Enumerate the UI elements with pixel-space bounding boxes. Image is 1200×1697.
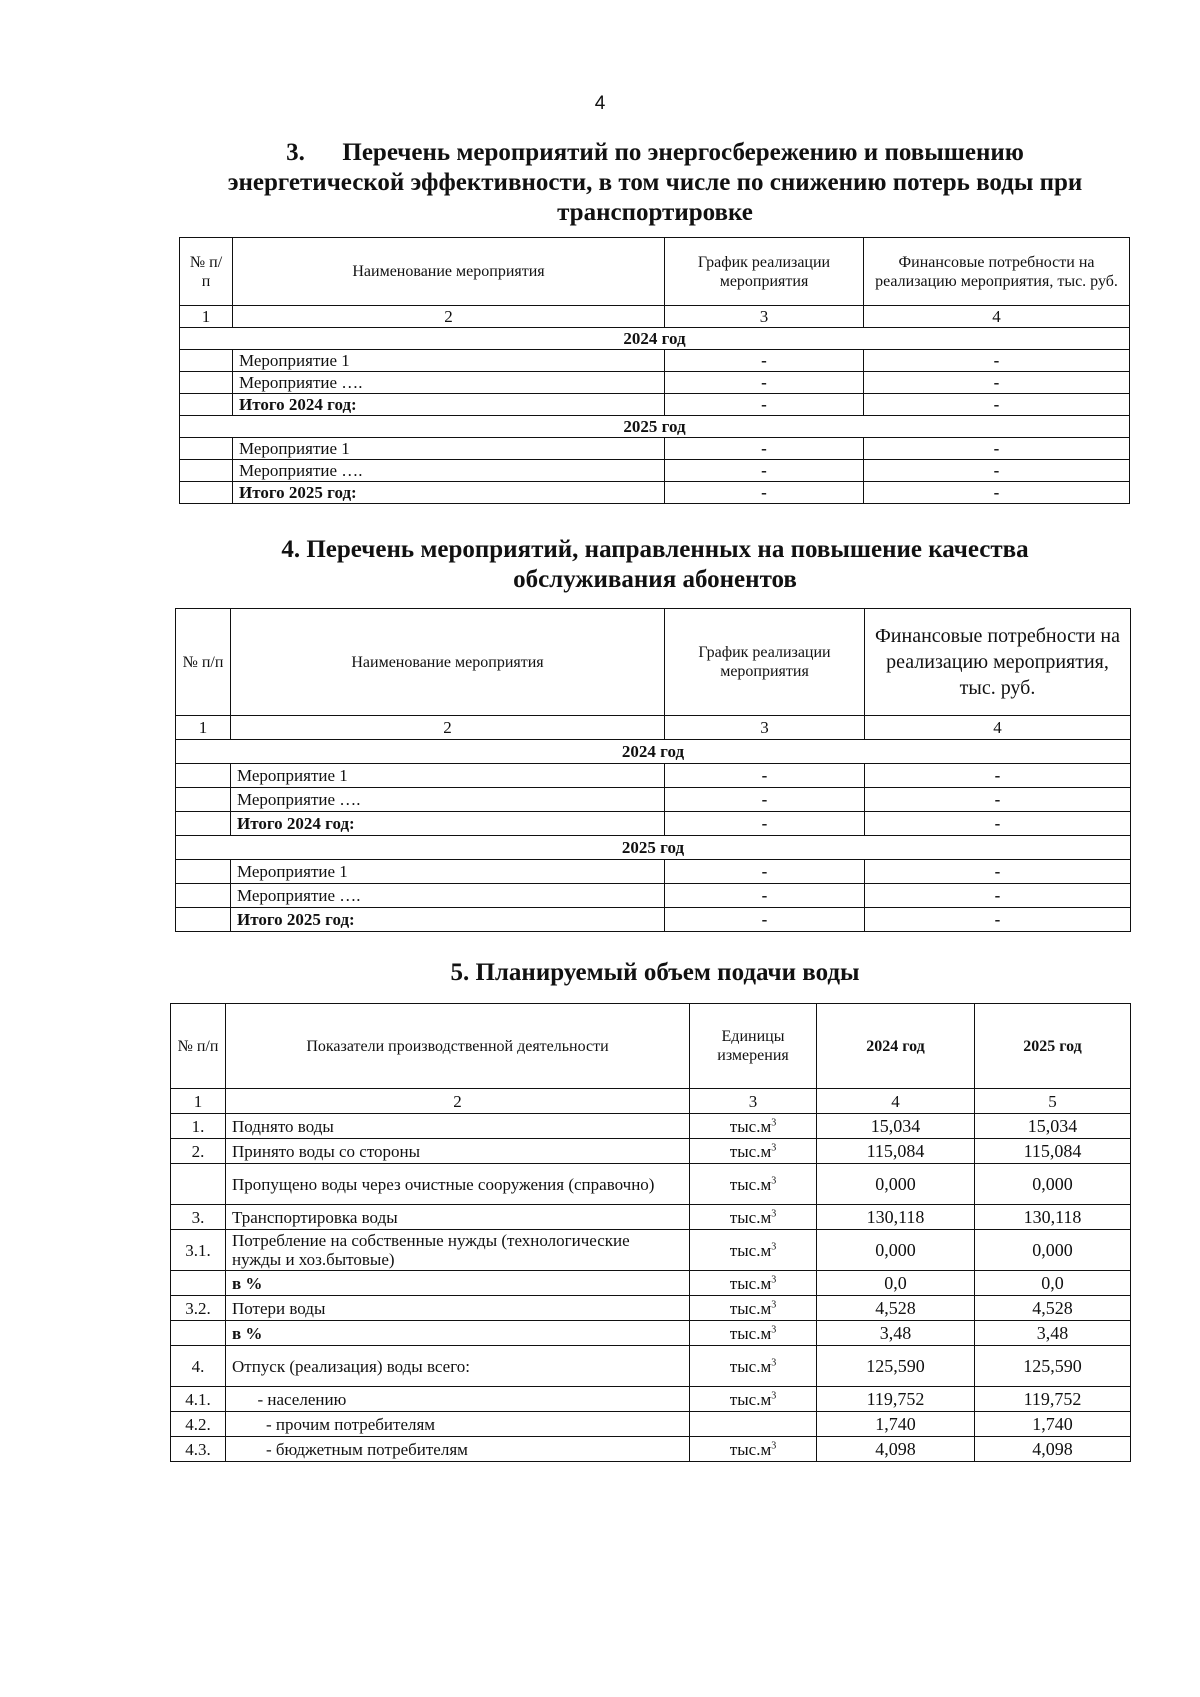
activity-finance: -: [864, 350, 1130, 372]
activity-name: Мероприятие 1: [231, 764, 665, 788]
year-label: 2025 год: [176, 836, 1131, 860]
section3-table: [179, 237, 1130, 504]
value-2025: 130,118: [975, 1205, 1131, 1230]
activity-finance: -: [865, 884, 1131, 908]
unit-exponent: 3: [771, 1356, 777, 1368]
row-number: [171, 1271, 226, 1296]
indicator-name: Потери воды: [226, 1296, 690, 1321]
activity-schedule: -: [665, 394, 864, 416]
unit-text: тыс.м: [729, 1439, 772, 1459]
activity-finance: -: [865, 764, 1131, 788]
indicator-name: Потребление на собственные нужды (технологические нужды и хоз.бытовые): [226, 1230, 690, 1271]
row-number: [176, 908, 231, 932]
row-number: [176, 788, 231, 812]
unit-cell: [690, 1321, 817, 1346]
table-row: [171, 1139, 1131, 1164]
activity-finance: -: [865, 908, 1131, 932]
row-number: 3.1.: [171, 1230, 226, 1271]
column-header: № п/п: [171, 1004, 226, 1089]
unit-exponent: 3: [771, 1298, 777, 1310]
unit-text: тыс.м: [729, 1174, 772, 1194]
column-number: 1: [171, 1089, 226, 1114]
column-header: Единицы измерения: [690, 1004, 817, 1089]
value-2024: 0,000: [817, 1230, 975, 1271]
column-header: Показатели производственной деятельности: [226, 1004, 690, 1089]
year-label: 2024 год: [176, 740, 1131, 764]
row-number: [176, 884, 231, 908]
activity-finance: -: [864, 438, 1130, 460]
value-2024: 4,528: [817, 1296, 975, 1321]
header-row: [176, 609, 1131, 716]
activity-name: Мероприятие ….: [233, 372, 665, 394]
activity-schedule: -: [665, 438, 864, 460]
activity-name: Итого 2025 год:: [231, 908, 665, 932]
activity-schedule: -: [665, 788, 865, 812]
activity-schedule: -: [665, 884, 865, 908]
column-header: Наименование мероприятия: [233, 238, 665, 306]
unit-text: тыс.м: [729, 1273, 772, 1293]
column-number: 2: [231, 716, 665, 740]
value-2024: 125,590: [817, 1346, 975, 1387]
table-row: [176, 884, 1131, 908]
unit-cell: [690, 1296, 817, 1321]
column-number: 2: [226, 1089, 690, 1114]
column-number: 3: [665, 306, 864, 328]
year-row: [180, 328, 1130, 350]
unit-cell: [690, 1139, 817, 1164]
activity-finance: -: [865, 812, 1131, 836]
unit-exponent: 3: [771, 1273, 777, 1285]
column-number-row: [180, 306, 1130, 328]
column-header: 2024 год: [817, 1004, 975, 1089]
table-row: [180, 394, 1130, 416]
row-number: [176, 860, 231, 884]
activity-name: Мероприятие 1: [233, 350, 665, 372]
value-2025: 0,000: [975, 1230, 1131, 1271]
column-number: 1: [176, 716, 231, 740]
header-row: [171, 1004, 1131, 1089]
activity-name: Итого 2024 год:: [233, 394, 665, 416]
row-number: 4.: [171, 1346, 226, 1387]
column-number-row: [176, 716, 1131, 740]
unit-exponent: 3: [771, 1323, 777, 1335]
row-number: [176, 812, 231, 836]
unit-exponent: 3: [771, 1240, 777, 1252]
value-2025: 125,590: [975, 1346, 1131, 1387]
activity-schedule: -: [665, 372, 864, 394]
column-header: Финансовые потребности на реализацию мероприятия, тыс. руб.: [865, 609, 1131, 716]
row-number: [180, 372, 233, 394]
column-header: № п/п: [176, 609, 231, 716]
year-label: 2025 год: [180, 416, 1130, 438]
table-row: [176, 860, 1131, 884]
year-label: 2024 год: [180, 328, 1130, 350]
unit-exponent: 3: [771, 1174, 777, 1186]
row-number: [180, 438, 233, 460]
indicator-name: - бюджетным потребителям: [226, 1437, 690, 1462]
activity-finance: -: [865, 860, 1131, 884]
column-number: 5: [975, 1089, 1131, 1114]
row-number: 3.2.: [171, 1296, 226, 1321]
value-2024: 15,034: [817, 1114, 975, 1139]
table-row: [171, 1437, 1131, 1462]
row-number: [171, 1164, 226, 1205]
year-row: [180, 416, 1130, 438]
unit-cell: [690, 1346, 817, 1387]
column-header: Финансовые потребности на реализацию мероприятия, тыс. руб.: [864, 238, 1130, 306]
unit-text: тыс.м: [729, 1389, 772, 1409]
unit-text: тыс.м: [729, 1298, 772, 1318]
activity-schedule: -: [665, 350, 864, 372]
column-number: 4: [865, 716, 1131, 740]
row-number: 4.3.: [171, 1437, 226, 1462]
row-number: 1.: [171, 1114, 226, 1139]
unit-exponent: 3: [771, 1207, 777, 1219]
unit-text: тыс.м: [729, 1356, 772, 1376]
table-row: [176, 812, 1131, 836]
row-number: 4.2.: [171, 1412, 226, 1437]
table-row: [176, 764, 1131, 788]
unit-exponent: 3: [771, 1389, 777, 1401]
value-2024: 0,0: [817, 1271, 975, 1296]
table-row: [180, 460, 1130, 482]
indicator-name: Пропущено воды через очистные сооружения (справочно): [226, 1164, 690, 1205]
value-2025: 3,48: [975, 1321, 1131, 1346]
row-number: [171, 1321, 226, 1346]
value-2025: 0,000: [975, 1164, 1131, 1205]
unit-text: тыс.м: [729, 1116, 772, 1136]
row-number: [180, 460, 233, 482]
activity-name: Итого 2024 год:: [231, 812, 665, 836]
indicator-name: Поднято воды: [226, 1114, 690, 1139]
value-2025: 1,740: [975, 1412, 1131, 1437]
value-2025: 115,084: [975, 1139, 1131, 1164]
column-number-row: [171, 1089, 1131, 1114]
unit-text: тыс.м: [729, 1141, 772, 1161]
indicator-name: - населению: [226, 1387, 690, 1412]
section4-heading: [180, 535, 1130, 595]
activity-name: Мероприятие ….: [233, 460, 665, 482]
activity-schedule: -: [665, 812, 865, 836]
row-number: 4.1.: [171, 1387, 226, 1412]
column-number: 3: [665, 716, 865, 740]
value-2024: 115,084: [817, 1139, 975, 1164]
value-2025: 0,0: [975, 1271, 1131, 1296]
table-row: [171, 1164, 1131, 1205]
row-number: 2.: [171, 1139, 226, 1164]
table-row: [171, 1321, 1131, 1346]
unit-cell: [690, 1205, 817, 1230]
activity-schedule: -: [665, 460, 864, 482]
row-number: [176, 764, 231, 788]
value-2024: 1,740: [817, 1412, 975, 1437]
activity-finance: -: [864, 372, 1130, 394]
section4-heading-line1: 4. Перечень мероприятий, направленных на повышение качества: [281, 536, 1029, 563]
unit-cell: [690, 1271, 817, 1296]
indicator-name: в %: [226, 1321, 690, 1346]
table-row: [176, 908, 1131, 932]
indicator-name: в %: [226, 1271, 690, 1296]
value-2025: 4,528: [975, 1296, 1131, 1321]
column-header: График реализации мероприятия: [665, 609, 865, 716]
unit-exponent: 3: [771, 1439, 777, 1451]
unit-text: тыс.м: [729, 1323, 772, 1343]
column-number: 4: [864, 306, 1130, 328]
table-row: [180, 438, 1130, 460]
year-row: [176, 740, 1131, 764]
unit-cell: [690, 1230, 817, 1271]
column-header: Наименование мероприятия: [231, 609, 665, 716]
activity-finance: -: [864, 460, 1130, 482]
indicator-name: Отпуск (реализация) воды всего:: [226, 1346, 690, 1387]
table-row: [171, 1271, 1131, 1296]
indicator-name: - прочим потребителям: [226, 1412, 690, 1437]
column-number: 3: [690, 1089, 817, 1114]
activity-schedule: -: [665, 860, 865, 884]
table-row: [171, 1205, 1131, 1230]
unit-exponent: 3: [771, 1116, 777, 1128]
indicator-name: Принято воды со стороны: [226, 1139, 690, 1164]
table-row: [171, 1296, 1131, 1321]
column-header: 2025 год: [975, 1004, 1131, 1089]
activity-schedule: -: [665, 764, 865, 788]
activity-finance: -: [865, 788, 1131, 812]
row-number: [180, 350, 233, 372]
page-number: 4: [594, 93, 606, 114]
unit-cell: [690, 1437, 817, 1462]
activity-schedule: -: [665, 482, 864, 504]
header-row: [180, 238, 1130, 306]
table-row: [176, 788, 1131, 812]
unit-cell: [690, 1387, 817, 1412]
value-2025: 15,034: [975, 1114, 1131, 1139]
unit-exponent: 3: [771, 1141, 777, 1153]
activity-name: Мероприятие 1: [233, 438, 665, 460]
indicator-name: Транспортировка воды: [226, 1205, 690, 1230]
value-2024: 119,752: [817, 1387, 975, 1412]
table-row: [171, 1387, 1131, 1412]
section3-heading: [180, 138, 1130, 228]
year-row: [176, 836, 1131, 860]
column-number: 4: [817, 1089, 975, 1114]
section3-heading-line1: 3. Перечень мероприятий по энергосбережению и повышению: [286, 139, 1024, 166]
activity-name: Мероприятие ….: [231, 788, 665, 812]
activity-name: Мероприятие ….: [231, 884, 665, 908]
value-2024: 4,098: [817, 1437, 975, 1462]
column-number: 2: [233, 306, 665, 328]
row-number: [180, 394, 233, 416]
activity-schedule: -: [665, 908, 865, 932]
table-row: [171, 1412, 1131, 1437]
row-number: [180, 482, 233, 504]
table-row: [180, 372, 1130, 394]
section4-table: [175, 608, 1131, 932]
activity-name: Мероприятие 1: [231, 860, 665, 884]
value-2024: 0,000: [817, 1164, 975, 1205]
section3-heading-line2: энергетической эффективности, в том числе по снижению потерь воды при: [227, 169, 1083, 196]
table-row: [171, 1230, 1131, 1271]
column-header: График реализации мероприятия: [665, 238, 864, 306]
table-row: [171, 1346, 1131, 1387]
column-header: № п/п: [180, 238, 233, 306]
unit-cell: [690, 1412, 817, 1437]
section4-heading-line2: обслуживания абонентов: [513, 566, 797, 593]
value-2025: 4,098: [975, 1437, 1131, 1462]
activity-name: Итого 2025 год:: [233, 482, 665, 504]
value-2024: 3,48: [817, 1321, 975, 1346]
value-2024: 130,118: [817, 1205, 975, 1230]
unit-text: тыс.м: [729, 1240, 772, 1260]
unit-cell: [690, 1164, 817, 1205]
unit-cell: [690, 1114, 817, 1139]
section5-table: [170, 1003, 1131, 1462]
table-row: [171, 1114, 1131, 1139]
column-number: 1: [180, 306, 233, 328]
activity-finance: -: [864, 394, 1130, 416]
activity-finance: -: [864, 482, 1130, 504]
unit-text: тыс.м: [729, 1207, 772, 1227]
row-number: 3.: [171, 1205, 226, 1230]
section3-heading-line3: транспортировке: [557, 199, 753, 226]
value-2025: 119,752: [975, 1387, 1131, 1412]
table-row: [180, 482, 1130, 504]
section5-heading: 5. Планируемый объем подачи воды: [450, 959, 860, 986]
table-row: [180, 350, 1130, 372]
